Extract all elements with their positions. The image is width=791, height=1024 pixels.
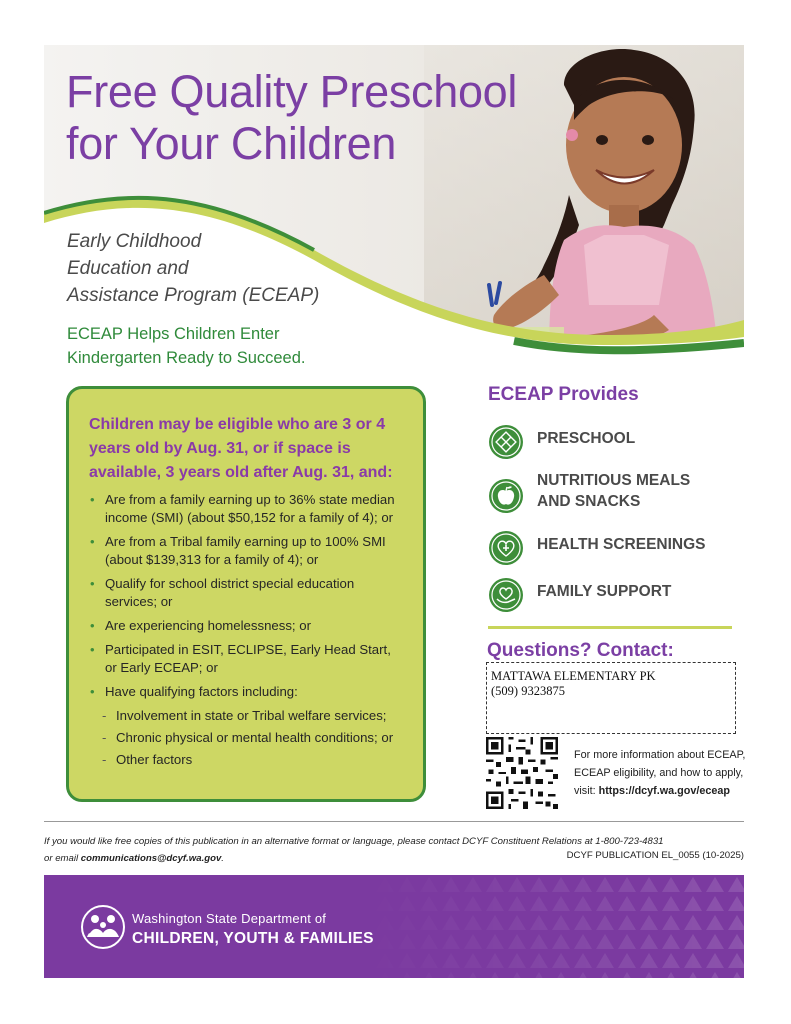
email-suffix: . (221, 853, 224, 864)
section-divider (488, 626, 732, 629)
triangle-pattern-decoration (44, 875, 744, 978)
provides-label-line: AND SNACKS (537, 493, 641, 510)
dcyf-logo-icon (79, 903, 127, 951)
contact-title: Questions? Contact: (487, 640, 674, 661)
eligibility-sub-item: - Involvement in state or Tribal welfare services; (89, 707, 403, 725)
heart-hand-icon (488, 577, 524, 613)
more-info-text (574, 746, 754, 800)
apple-icon (488, 478, 524, 514)
provides-item-family (488, 577, 738, 617)
provides-label-line: PRESCHOOL (537, 430, 636, 447)
eligibility-list (89, 491, 403, 769)
email-link[interactable]: communications@dcyf.wa.gov (80, 853, 222, 864)
provides-label (537, 581, 671, 602)
contact-name: MATTAWA ELEMENTARY PK (491, 669, 656, 683)
title-line-1: Free Quality Preschool (66, 66, 518, 117)
subtitle-line-1: Early Childhood (67, 231, 202, 252)
contact-box (486, 662, 736, 734)
publication-number: DCYF PUBLICATION EL_0055 (10-2025) (566, 850, 744, 861)
provides-label (537, 470, 690, 512)
subtitle-line-2: Education and (67, 258, 189, 279)
more-info-link[interactable]: https://dcyf.wa.gov/eceap (598, 785, 730, 797)
title-line-2: for Your Children (66, 118, 397, 169)
tagline (67, 322, 387, 370)
more-info-body: For more information about ECEAP, ECEAP eligibility, and how to apply, visit: (574, 749, 746, 797)
eligibility-box (66, 386, 426, 802)
page-title (66, 66, 586, 170)
puzzle-icon (488, 424, 524, 460)
eligibility-bullet: • Are from a family earning up to 36% state median income (SMI) (about $50,152 for a family of 4); or (89, 491, 403, 527)
health-heart-icon (488, 530, 524, 566)
eligibility-sub-item: - Other factors (89, 751, 403, 769)
provides-label (537, 428, 635, 449)
eligibility-sub-item: - Chronic physical or mental health conditions; or (89, 729, 403, 747)
provides-label-line: NUTRITIOUS MEALS (537, 472, 691, 489)
subtitle-line-3: Assistance Program (ECEAP) (67, 285, 320, 306)
eligibility-bullet: • Qualify for school district special education services; or (89, 575, 403, 611)
alt-format-line: If you would like free copies of this publication in an alternative format or language, please contact DCYF Constituent Relations at 1-800-723-4831 (44, 836, 664, 847)
provides-title: ECEAP Provides (488, 384, 639, 405)
footer-divider (44, 821, 744, 822)
eligibility-bullet: • Have qualifying factors including: (89, 683, 403, 701)
eligibility-bullet: • Participated in ESIT, ECLIPSE, Early Head Start, or Early ECEAP; or (89, 641, 403, 677)
tagline-line-2: Kindergarten Ready to Succeed. (67, 349, 306, 367)
agency-name-line-1: Washington State Department of (132, 911, 327, 926)
agency-name-line-2: CHILDREN, YOUTH & FAMILIES (132, 930, 374, 947)
program-name (67, 228, 367, 309)
tagline-line-1: ECEAP Helps Children Enter (67, 325, 280, 343)
provides-label-line: HEALTH SCREENINGS (537, 536, 706, 553)
eligibility-bullet: • Are from a Tribal family earning up to 100% SMI (about $139,313 for a family of 4); or (89, 533, 403, 569)
provides-label-line: FAMILY SUPPORT (537, 583, 672, 600)
provides-item-health (488, 530, 738, 570)
provides-label (537, 534, 706, 555)
eligibility-bullet: • Are experiencing homelessness; or (89, 617, 403, 635)
email-prefix: or email (44, 853, 81, 864)
provides-item-meals (488, 474, 738, 514)
contact-phone: (509) 9323875 (491, 684, 565, 698)
qr-code-icon[interactable] (486, 737, 558, 809)
provides-item-preschool (488, 424, 738, 464)
eligibility-heading: Children may be eligible who are 3 or 4 years old by Aug. 31, or if space is available, 3 years old after Aug. 31, and: (89, 416, 393, 481)
agency-banner (44, 875, 744, 978)
